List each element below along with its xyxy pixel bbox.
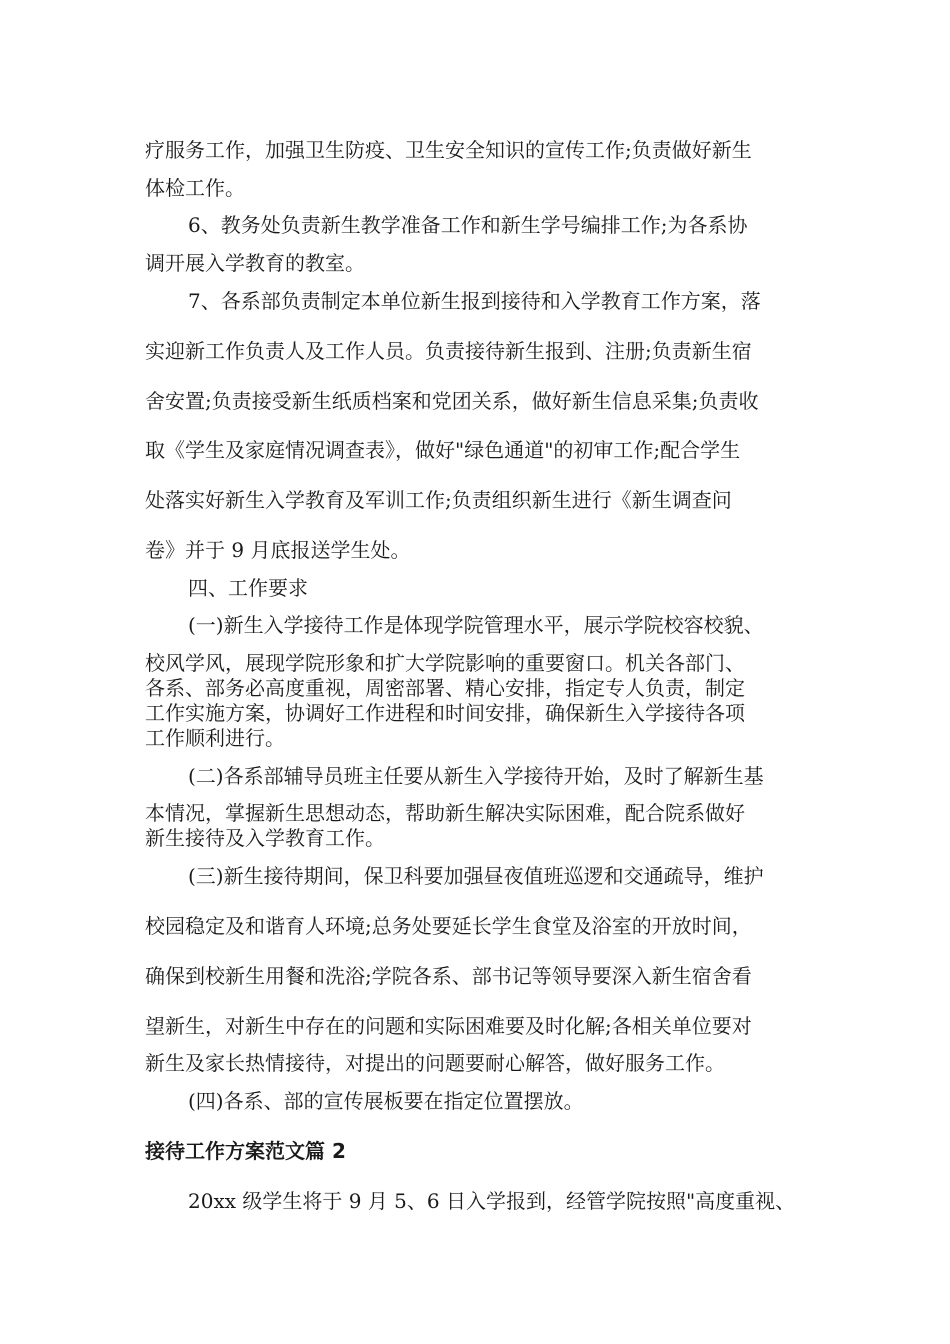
- paragraph-line: (一)新生入学接待工作是体现学院管理水平，展示学院校容校貌、: [188, 613, 764, 637]
- paragraph-line: 取《学生及家庭情况调查表》，做好"绿色通道"的初审工作;配合学生: [145, 438, 741, 462]
- paragraph-line: 校风学风，展现学院形象和扩大学院影响的重要窗口。机关各部门、: [145, 651, 745, 675]
- section-title: 接待工作方案范文篇 2: [145, 1139, 346, 1163]
- paragraph-line: 各系、部务必高度重视，周密部署、精心安排，指定专人负责，制定: [145, 676, 745, 700]
- paragraph-line: 7、各系部负责制定本单位新生报到接待和入学教育工作方案，落: [188, 289, 761, 313]
- paragraph-line: 新生接待及入学教育工作。: [145, 826, 385, 850]
- paragraph-line: 舍安置;负责接受新生纸质档案和党团关系，做好新生信息采集;负责收: [145, 389, 759, 413]
- paragraph-line: 校园稳定及和谐育人环境;总务处要延长学生食堂及浴室的开放时间，: [145, 914, 752, 938]
- paragraph-line: 处落实好新生入学教育及军训工作;负责组织新生进行《新生调查问: [145, 488, 732, 512]
- paragraph-line: 实迎新工作负责人及工作人员。负责接待新生报到、注册;负责新生宿: [145, 339, 752, 363]
- paragraph-line: (三)新生接待期间，保卫科要加强昼夜值班巡逻和交通疏导，维护: [188, 864, 764, 888]
- paragraph-line: 疗服务工作，加强卫生防疫、卫生安全知识的宣传工作;负责做好新生: [145, 138, 752, 162]
- paragraph-line: 新生及家长热情接待，对提出的问题要耐心解答，做好服务工作。: [145, 1051, 725, 1075]
- paragraph-line: 望新生，对新生中存在的问题和实际困难要及时化解;各相关单位要对: [145, 1014, 752, 1038]
- paragraph-line: 6、教务处负责新生教学准备工作和新生学号编排工作;为各系协: [188, 213, 748, 237]
- paragraph-line: 卷》并于 9 月底报送学生处。: [145, 538, 411, 562]
- paragraph-line: (四)各系、部的宣传展板要在指定位置摆放。: [188, 1089, 584, 1113]
- paragraph-line: 确保到校新生用餐和洗浴;学院各系、部书记等领导要深入新生宿舍看: [145, 964, 752, 988]
- paragraph-line: 20xx 级学生将于 9 月 5、6 日入学报到，经管学院按照"高度重视、: [188, 1189, 796, 1213]
- section-heading: 四、工作要求: [188, 576, 308, 600]
- paragraph-line: 工作顺利进行。: [145, 726, 285, 750]
- paragraph-line: 工作实施方案，协调好工作进程和时间安排，确保新生入学接待各项: [145, 701, 745, 725]
- paragraph-line: 本情况，掌握新生思想动态，帮助新生解决实际困难，配合院系做好: [145, 801, 745, 825]
- paragraph-line: 体检工作。: [145, 176, 245, 200]
- paragraph-line: 调开展入学教育的教室。: [145, 251, 365, 275]
- paragraph-line: (二)各系部辅导员班主任要从新生入学接待开始，及时了解新生基: [188, 764, 764, 788]
